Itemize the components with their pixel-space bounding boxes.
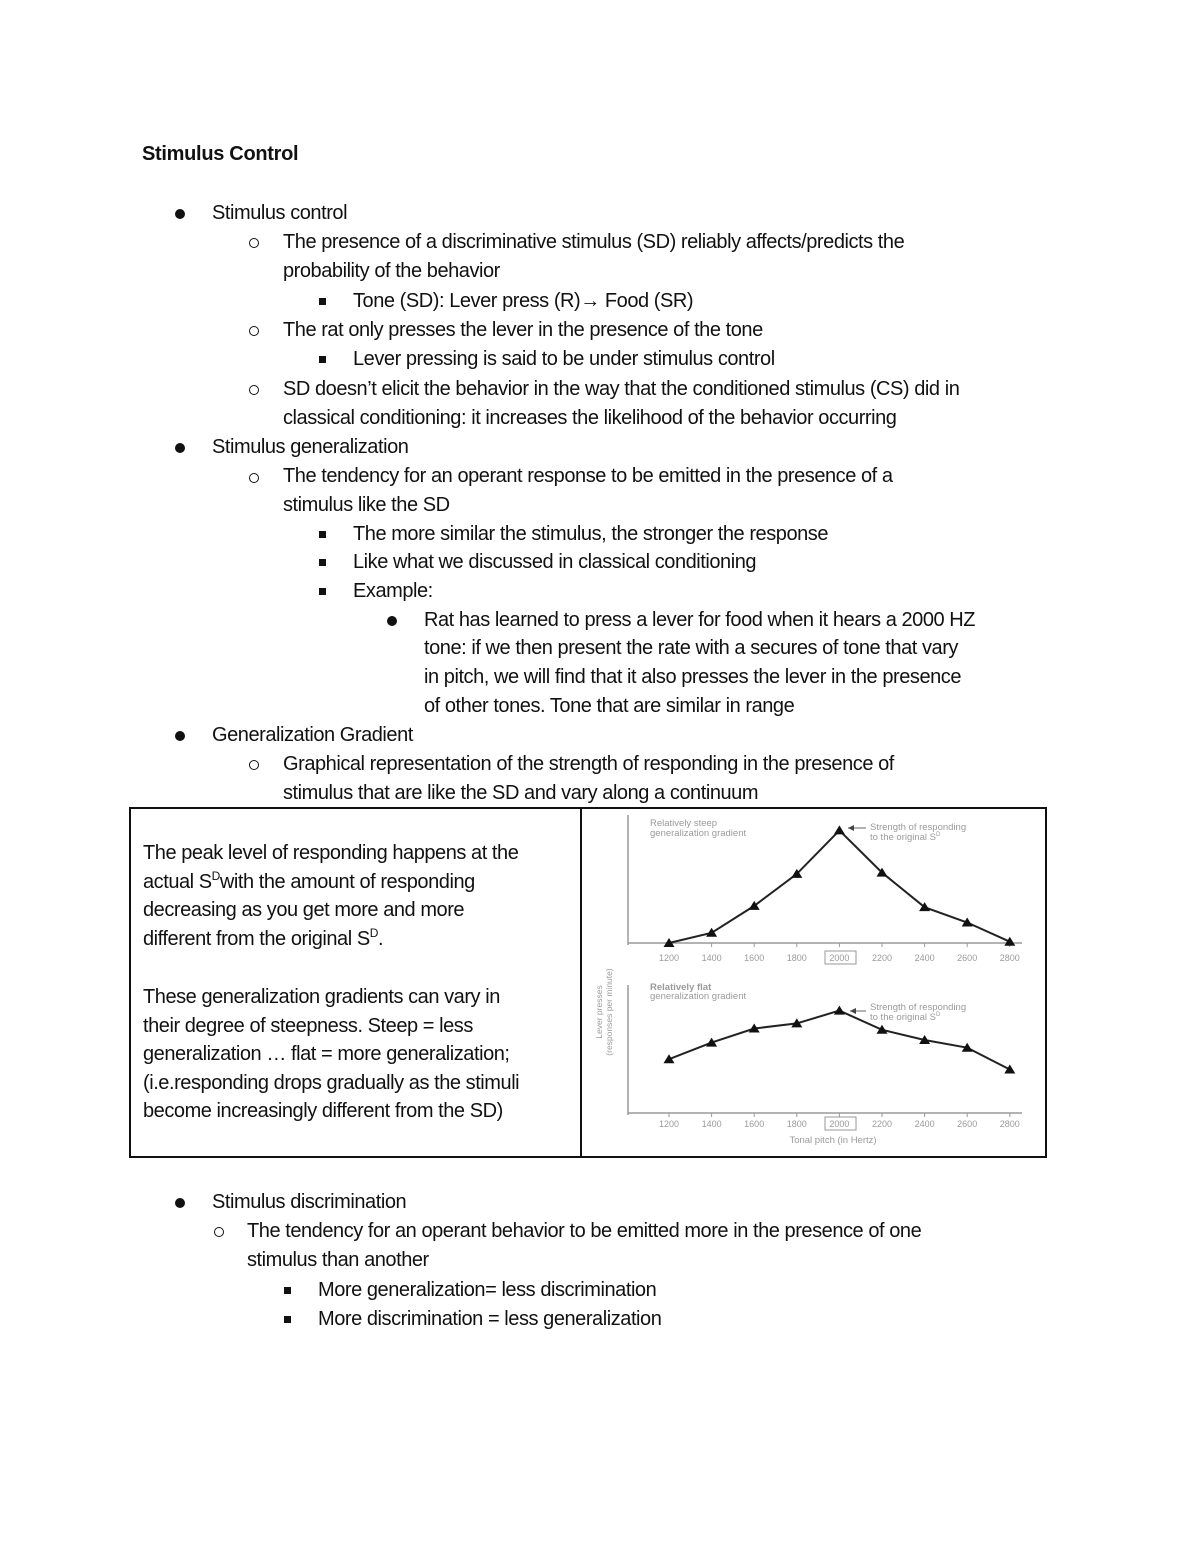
x-tick-label: 1800 [786, 953, 807, 963]
x-tick-label: 2800 [999, 1119, 1020, 1129]
x-tick-label: 2400 [914, 953, 935, 963]
outline-item: Generalization Gradient [212, 724, 413, 746]
outline-item: Lever pressing is said to be under stimulus control [353, 348, 775, 370]
triangle-marker-icon [1004, 1064, 1015, 1073]
square-bullet-icon [284, 1287, 291, 1294]
x-tick-label: 2200 [871, 1119, 893, 1129]
outline-item: Tone (SD): Lever press (R)→ Food (SR) [353, 290, 694, 312]
text-line: become increasingly different from the SD) [143, 1100, 503, 1122]
text-line: decreasing as you get more and more [143, 899, 465, 921]
outline-item-cont: of other tones. Tone that are similar in range [424, 695, 795, 717]
triangle-marker-icon [834, 1006, 845, 1015]
outline-item: The tendency for an operant behavior to be emitted more in the presence of one [247, 1220, 922, 1242]
superscript: D [369, 925, 378, 940]
text-span: . [377, 927, 384, 950]
x-tick-label: 2000 [829, 953, 850, 963]
outline-item: Stimulus generalization [212, 436, 409, 458]
outline-item: SD doesn’t elicit the behavior in the way that the conditioned stimulus (CS) did in [283, 378, 960, 400]
outline-item-cont: stimulus like the SD [283, 494, 450, 516]
triangle-marker-icon [877, 1025, 888, 1034]
text-line: generalization … flat = more generalization; [143, 1043, 510, 1065]
steep-gradient-chart [628, 815, 1022, 964]
x-tick-label: 2400 [914, 1119, 935, 1129]
page-title: Stimulus Control [142, 143, 299, 165]
superscript: D [211, 868, 220, 883]
text-line: their degree of steepness. Steep = less [143, 1014, 473, 1037]
text-line: These generalization gradients can vary in [143, 986, 500, 1008]
text-span: with the amount of responding [219, 870, 475, 893]
x-tick-label: 2600 [957, 953, 978, 963]
x-tick-label: 2000 [829, 1119, 850, 1129]
outline-item: Example: [353, 580, 433, 602]
triangle-marker-icon [706, 928, 717, 937]
x-tick-label: 1600 [744, 953, 765, 963]
x-tick-label: 1400 [701, 1119, 722, 1129]
hollow-bullet-icon [214, 1227, 224, 1237]
outline-item: More generalization= less discrimination [318, 1279, 657, 1301]
square-bullet-icon [284, 1316, 291, 1323]
outline-item: Rat has learned to press a lever for food when it hears a 2000 HZ [424, 609, 976, 631]
svg-text:Lever presses: Lever presses [594, 985, 604, 1039]
chart-title-line1: Relatively flat [650, 982, 712, 993]
text-line: The peak level of responding happens at the [143, 842, 519, 864]
bullet-icon [175, 1198, 185, 1208]
outline-item-cont: stimulus than another [247, 1249, 429, 1271]
x-tick-label: 2600 [957, 1119, 978, 1129]
outline-item-cont: classical conditioning: it increases the likelihood of the behavior occurring [283, 407, 897, 429]
arrow-icon [848, 825, 854, 831]
triangle-marker-icon [1004, 937, 1015, 946]
arrow-icon [850, 1008, 856, 1014]
outline-item: Like what we discussed in classical conditioning [353, 551, 757, 573]
text-line: (i.e.responding drops gradually as the stimuli [143, 1071, 520, 1094]
outline-item: The presence of a discriminative stimulus (SD) reliably affects/predicts the [283, 231, 905, 253]
x-tick-label: 1200 [658, 1119, 680, 1129]
text-span: actual S [143, 870, 212, 893]
y-axis-label [594, 968, 614, 1056]
chart-title-line2: generalization gradient [650, 828, 747, 839]
annotation-line2: to the original $S^D$ [870, 832, 941, 843]
chart-title-line1: Relatively steep [650, 818, 718, 829]
x-tick-label: 1800 [786, 1119, 807, 1129]
x-tick-label: 1600 [744, 1119, 765, 1129]
x-axis-label: Tonal pitch (in Hertz) [789, 1135, 877, 1146]
x-tick-label: 2800 [999, 953, 1020, 963]
outline-item-cont: probability of the behavior [283, 260, 500, 282]
annotation-line1: Strength of responding [870, 1002, 967, 1013]
text-span: different from the original S [143, 927, 370, 950]
x-tick-label: 1400 [701, 953, 722, 963]
triangle-marker-icon [834, 825, 845, 834]
outline-item: Graphical representation of the strength of responding in the presence of [283, 753, 894, 775]
annotation-line1: Strength of responding [870, 822, 967, 833]
flat-gradient-chart [628, 982, 1022, 1146]
outline-item: More discrimination = less generalization [318, 1308, 662, 1330]
outline-item: The rat only presses the lever in the presence of the tone [283, 319, 763, 341]
svg-text:(responses per minute): (responses per minute) [604, 968, 614, 1056]
outline-item-cont: tone: if we then present the rate with a secures of tone that vary [424, 637, 958, 659]
outline-item: The more similar the stimulus, the stronger the response [353, 523, 829, 545]
annotation-line2: to the original $S^D$ [870, 1012, 941, 1023]
outline-item: Stimulus discrimination [212, 1191, 407, 1213]
outline-item-cont: in pitch, we will find that it also presses the lever in the presence [424, 666, 962, 688]
outline-item: Stimulus control [212, 202, 348, 224]
x-tick-label: 1200 [658, 953, 680, 963]
chart-title-line2: generalization gradient [650, 991, 747, 1002]
outline-item-cont: stimulus that are like the SD and vary along a continuum [283, 782, 759, 804]
outline-item: The tendency for an operant response to be emitted in the presence of a [283, 465, 893, 487]
x-tick-label: 2200 [871, 953, 893, 963]
